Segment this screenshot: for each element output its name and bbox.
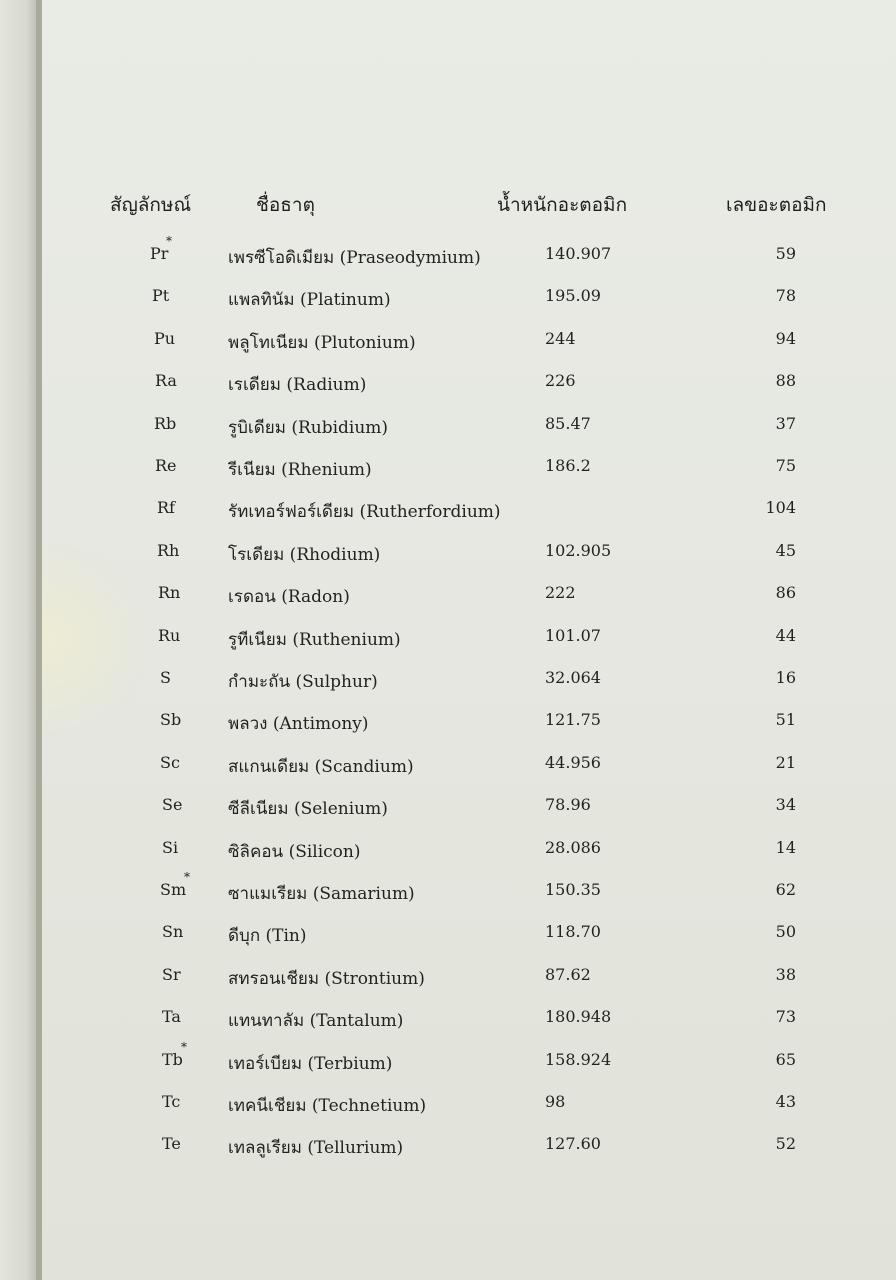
table-row [0, 753, 896, 787]
atomic-weight: 78.96 [545, 795, 591, 815]
element-name: กำมะถัน (Sulphur) [228, 672, 378, 692]
element-name: พลวง (Antimony) [228, 714, 369, 735]
table-row [0, 456, 896, 490]
element-symbol-text: Pu [154, 328, 176, 348]
element-name: ดีบุก (Tin) [228, 926, 307, 947]
element-name: ซาแมเรียม (Samarium) [228, 884, 415, 904]
footnote-asterisk: * [181, 1039, 187, 1054]
table-row [0, 234, 896, 278]
atomic-weight: 32.064 [545, 668, 601, 687]
atomic-number: 16 [775, 668, 796, 687]
atomic-weight: 87.62 [545, 964, 591, 984]
element-symbol-text: Rn [158, 583, 181, 603]
atomic-number: 37 [775, 413, 796, 433]
element-symbol-text: Sc [160, 752, 180, 772]
element-name: แพลทินัม (Platinum) [228, 290, 391, 311]
atomic-weight: 158.924 [545, 1049, 612, 1069]
element-symbol-text: Sn [162, 922, 184, 942]
element-symbol-text: Sb [160, 710, 182, 730]
header-atomic-number: เลขอะตอมิก [726, 194, 827, 216]
atomic-number: 50 [775, 922, 796, 942]
element-symbol-text: Te [162, 1134, 181, 1154]
element-symbol-text: Re [155, 456, 177, 475]
table-row [0, 838, 896, 872]
atomic-weight: 102.905 [545, 540, 612, 560]
element-symbol-text: Tb [162, 1049, 183, 1069]
atomic-weight: 44.956 [545, 752, 601, 772]
atomic-number: 88 [775, 371, 796, 391]
atomic-weight: 121.75 [545, 710, 601, 730]
element-name: เพรซีโอดิเมียม (Praseodymium) [228, 248, 481, 268]
element-symbol-text: Sr [162, 964, 181, 984]
atomic-number: 62 [775, 880, 796, 899]
atomic-weight: 195.09 [545, 286, 601, 306]
atomic-number: 94 [775, 328, 796, 348]
element-symbol-text: Rb [154, 413, 177, 433]
atomic-number: 45 [775, 540, 796, 560]
element-symbol-text: Rf [157, 498, 175, 518]
element-name: แทนทาลัม (Tantalum) [228, 1011, 404, 1032]
element-name: รูบิเดียม (Rubidium) [228, 417, 389, 438]
element-symbol-text: Ta [162, 1007, 181, 1027]
element-symbol-text: Sm [160, 880, 187, 899]
atomic-number: 86 [775, 583, 796, 603]
atomic-number: 14 [775, 837, 796, 857]
table-row [0, 583, 896, 617]
table-row [0, 965, 896, 999]
element-name: รีเนียม (Rhenium) [228, 460, 372, 480]
table-row [0, 795, 896, 829]
element-symbol-text: Tc [162, 1092, 181, 1111]
table-row [0, 626, 896, 660]
atomic-weight: 140.907 [545, 244, 612, 263]
table-row [0, 710, 896, 744]
atomic-weight: 28.086 [545, 837, 601, 857]
atomic-weight: 244 [545, 328, 576, 348]
header-element-name: ชื่อธาตุ [256, 194, 315, 216]
table-row [0, 1039, 896, 1084]
atomic-number: 78 [775, 286, 796, 306]
element-name: พลูโทเนียม (Plutonium) [228, 332, 416, 353]
atomic-weight: 118.70 [545, 922, 601, 942]
atomic-weight: 180.948 [545, 1007, 612, 1027]
atomic-weight: 222 [545, 583, 576, 603]
table-row [0, 371, 896, 405]
element-name: เรเดียม (Radium) [228, 375, 367, 396]
table-row [0, 1007, 896, 1041]
atomic-number: 34 [775, 795, 796, 815]
atomic-number: 104 [765, 498, 796, 518]
atomic-number: 75 [775, 456, 796, 475]
atomic-number: 52 [775, 1134, 796, 1154]
table-row [0, 329, 896, 363]
atomic-weight: 150.35 [545, 880, 601, 899]
element-symbol-text: Se [162, 795, 183, 815]
element-symbol-text: Si [162, 837, 179, 857]
table-row [0, 541, 896, 575]
table-row [0, 286, 896, 320]
atomic-weight: 186.2 [545, 456, 591, 475]
element-name: รูทีเนียม (Ruthenium) [228, 629, 401, 650]
atomic-number: 59 [775, 244, 796, 263]
element-symbol-text: S [160, 668, 171, 687]
table-row [0, 870, 896, 914]
atomic-number: 43 [775, 1092, 796, 1111]
element-symbol-text: Ru [158, 625, 181, 645]
table-row [0, 498, 896, 532]
atomic-number: 44 [775, 625, 796, 645]
atomic-weight: 85.47 [545, 413, 591, 433]
header-atomic-weight: น้ำหนักอะตอมิก [497, 194, 628, 216]
element-name: เรดอน (Radon) [228, 587, 350, 608]
element-name: เทคนีเชียม (Technetium) [228, 1096, 427, 1116]
table-row [0, 1092, 896, 1126]
element-name: ซีลีเนียม (Selenium) [228, 799, 388, 820]
element-name: ซิลิคอน (Silicon) [228, 841, 361, 862]
table-row [0, 414, 896, 448]
footnote-asterisk: * [166, 234, 172, 248]
element-name: สแกนเดียม (Scandium) [228, 756, 414, 777]
table-row [0, 922, 896, 956]
element-name: เทลลูเรียม (Tellurium) [228, 1138, 404, 1159]
atomic-weight: 127.60 [545, 1134, 601, 1154]
element-name: โรเดียม (Rhodium) [228, 544, 381, 565]
atomic-weight: 98 [545, 1092, 566, 1111]
table-row [0, 668, 896, 702]
atomic-number: 38 [775, 964, 796, 984]
element-symbol-text: Pt [152, 286, 170, 306]
header-symbol: สัญลักษณ์ [110, 194, 192, 216]
footnote-asterisk: * [184, 870, 190, 884]
element-symbol-text: Ra [155, 371, 177, 391]
atomic-number: 51 [775, 710, 796, 730]
element-symbol-text: Rh [157, 540, 180, 560]
atomic-weight: 101.07 [545, 625, 601, 645]
atomic-weight: 226 [545, 371, 576, 391]
atomic-number: 65 [775, 1049, 796, 1069]
element-name: เทอร์เบียม (Terbium) [228, 1053, 393, 1074]
table-row [0, 1134, 896, 1168]
atomic-number: 21 [775, 752, 796, 772]
element-name: รัทเทอร์ฟอร์เดียม (Rutherfordium) [228, 502, 501, 523]
element-symbol-text: Pr [150, 244, 169, 263]
atomic-number: 73 [775, 1007, 796, 1027]
element-name: สทรอนเชียม (Strontium) [228, 968, 425, 989]
